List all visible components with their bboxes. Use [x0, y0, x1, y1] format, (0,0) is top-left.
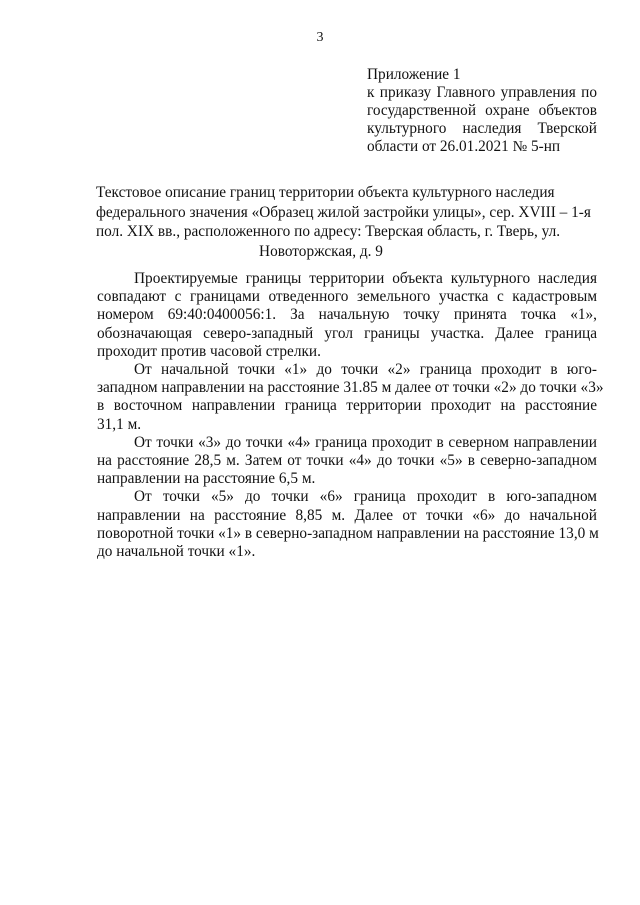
appendix-line: Приложение 1	[367, 66, 461, 83]
paragraph-line: направлении на расстояние 8,85 м. Далее от точки «6» до начальной	[97, 506, 597, 524]
paragraph-line: на расстояние 28,5 м. Затем от точки «4» до точки «5» в северно-западном	[97, 452, 597, 470]
page-number: 3	[316, 30, 324, 45]
paragraph-line: 31,1 м.	[97, 415, 142, 433]
paragraph-line: поворотной точки «1» в северно-западном направлении на расстояние 13,0 м	[97, 524, 599, 542]
paragraph-line: направлении на расстояние 6,5 м.	[97, 470, 316, 488]
document-body	[97, 270, 604, 561]
paragraph-2	[97, 361, 604, 434]
paragraph-line: западном направлении на расстояние 31.85 м далее от точки «2» до точки «3»	[97, 379, 604, 397]
paragraph-line: обозначающая северо-западный угол границы участка. Далее граница	[97, 324, 597, 342]
paragraph-4	[97, 488, 597, 561]
paragraph-line: в восточном направлении граница территории проходит на расстояние	[97, 397, 597, 415]
appendix-line: государственной охране объектов	[367, 102, 597, 119]
title-line: Текстовое описание границ территории объекта культурного наследия	[96, 184, 555, 201]
appendix-line: к приказу Главного управления по	[367, 84, 597, 101]
appendix-line: культурного наследия Тверской	[367, 120, 597, 137]
paragraph-line: совпадают с границами отведенного земельного участка с кадастровым	[97, 288, 597, 306]
paragraph-3	[97, 434, 597, 489]
paragraph-1	[97, 270, 597, 361]
appendix-header	[367, 66, 597, 156]
paragraph-line: От точки «5» до точки «6» граница проходит в юго-западном	[134, 488, 597, 506]
paragraph-line: номером 69:40:0400056:1. За начальную точку принята точка «1»,	[97, 306, 597, 324]
paragraph-line: От точки «3» до точки «4» граница проходит в северном направлении	[134, 433, 597, 451]
paragraph-line: до начальной точки «1».	[97, 543, 256, 561]
appendix-line: области от 26.01.2021 № 5-нп	[367, 138, 561, 155]
document-title	[96, 183, 591, 261]
title-line: Новоторжская, д. 9	[259, 242, 383, 260]
paragraph-line: Проектируемые границы территории объекта культурного наследия	[134, 270, 597, 287]
paragraph-line: проходит против часовой стрелки.	[97, 342, 321, 360]
title-line: федерального значения «Образец жилой застройки улицы», сер. XVIII – 1-я	[96, 203, 591, 221]
paragraph-line: От начальной точки «1» до точки «2» граница проходит в юго-	[134, 361, 597, 379]
title-line: пол. XIX вв., расположенного по адресу: Тверская область, г. Тверь, ул.	[96, 223, 561, 240]
